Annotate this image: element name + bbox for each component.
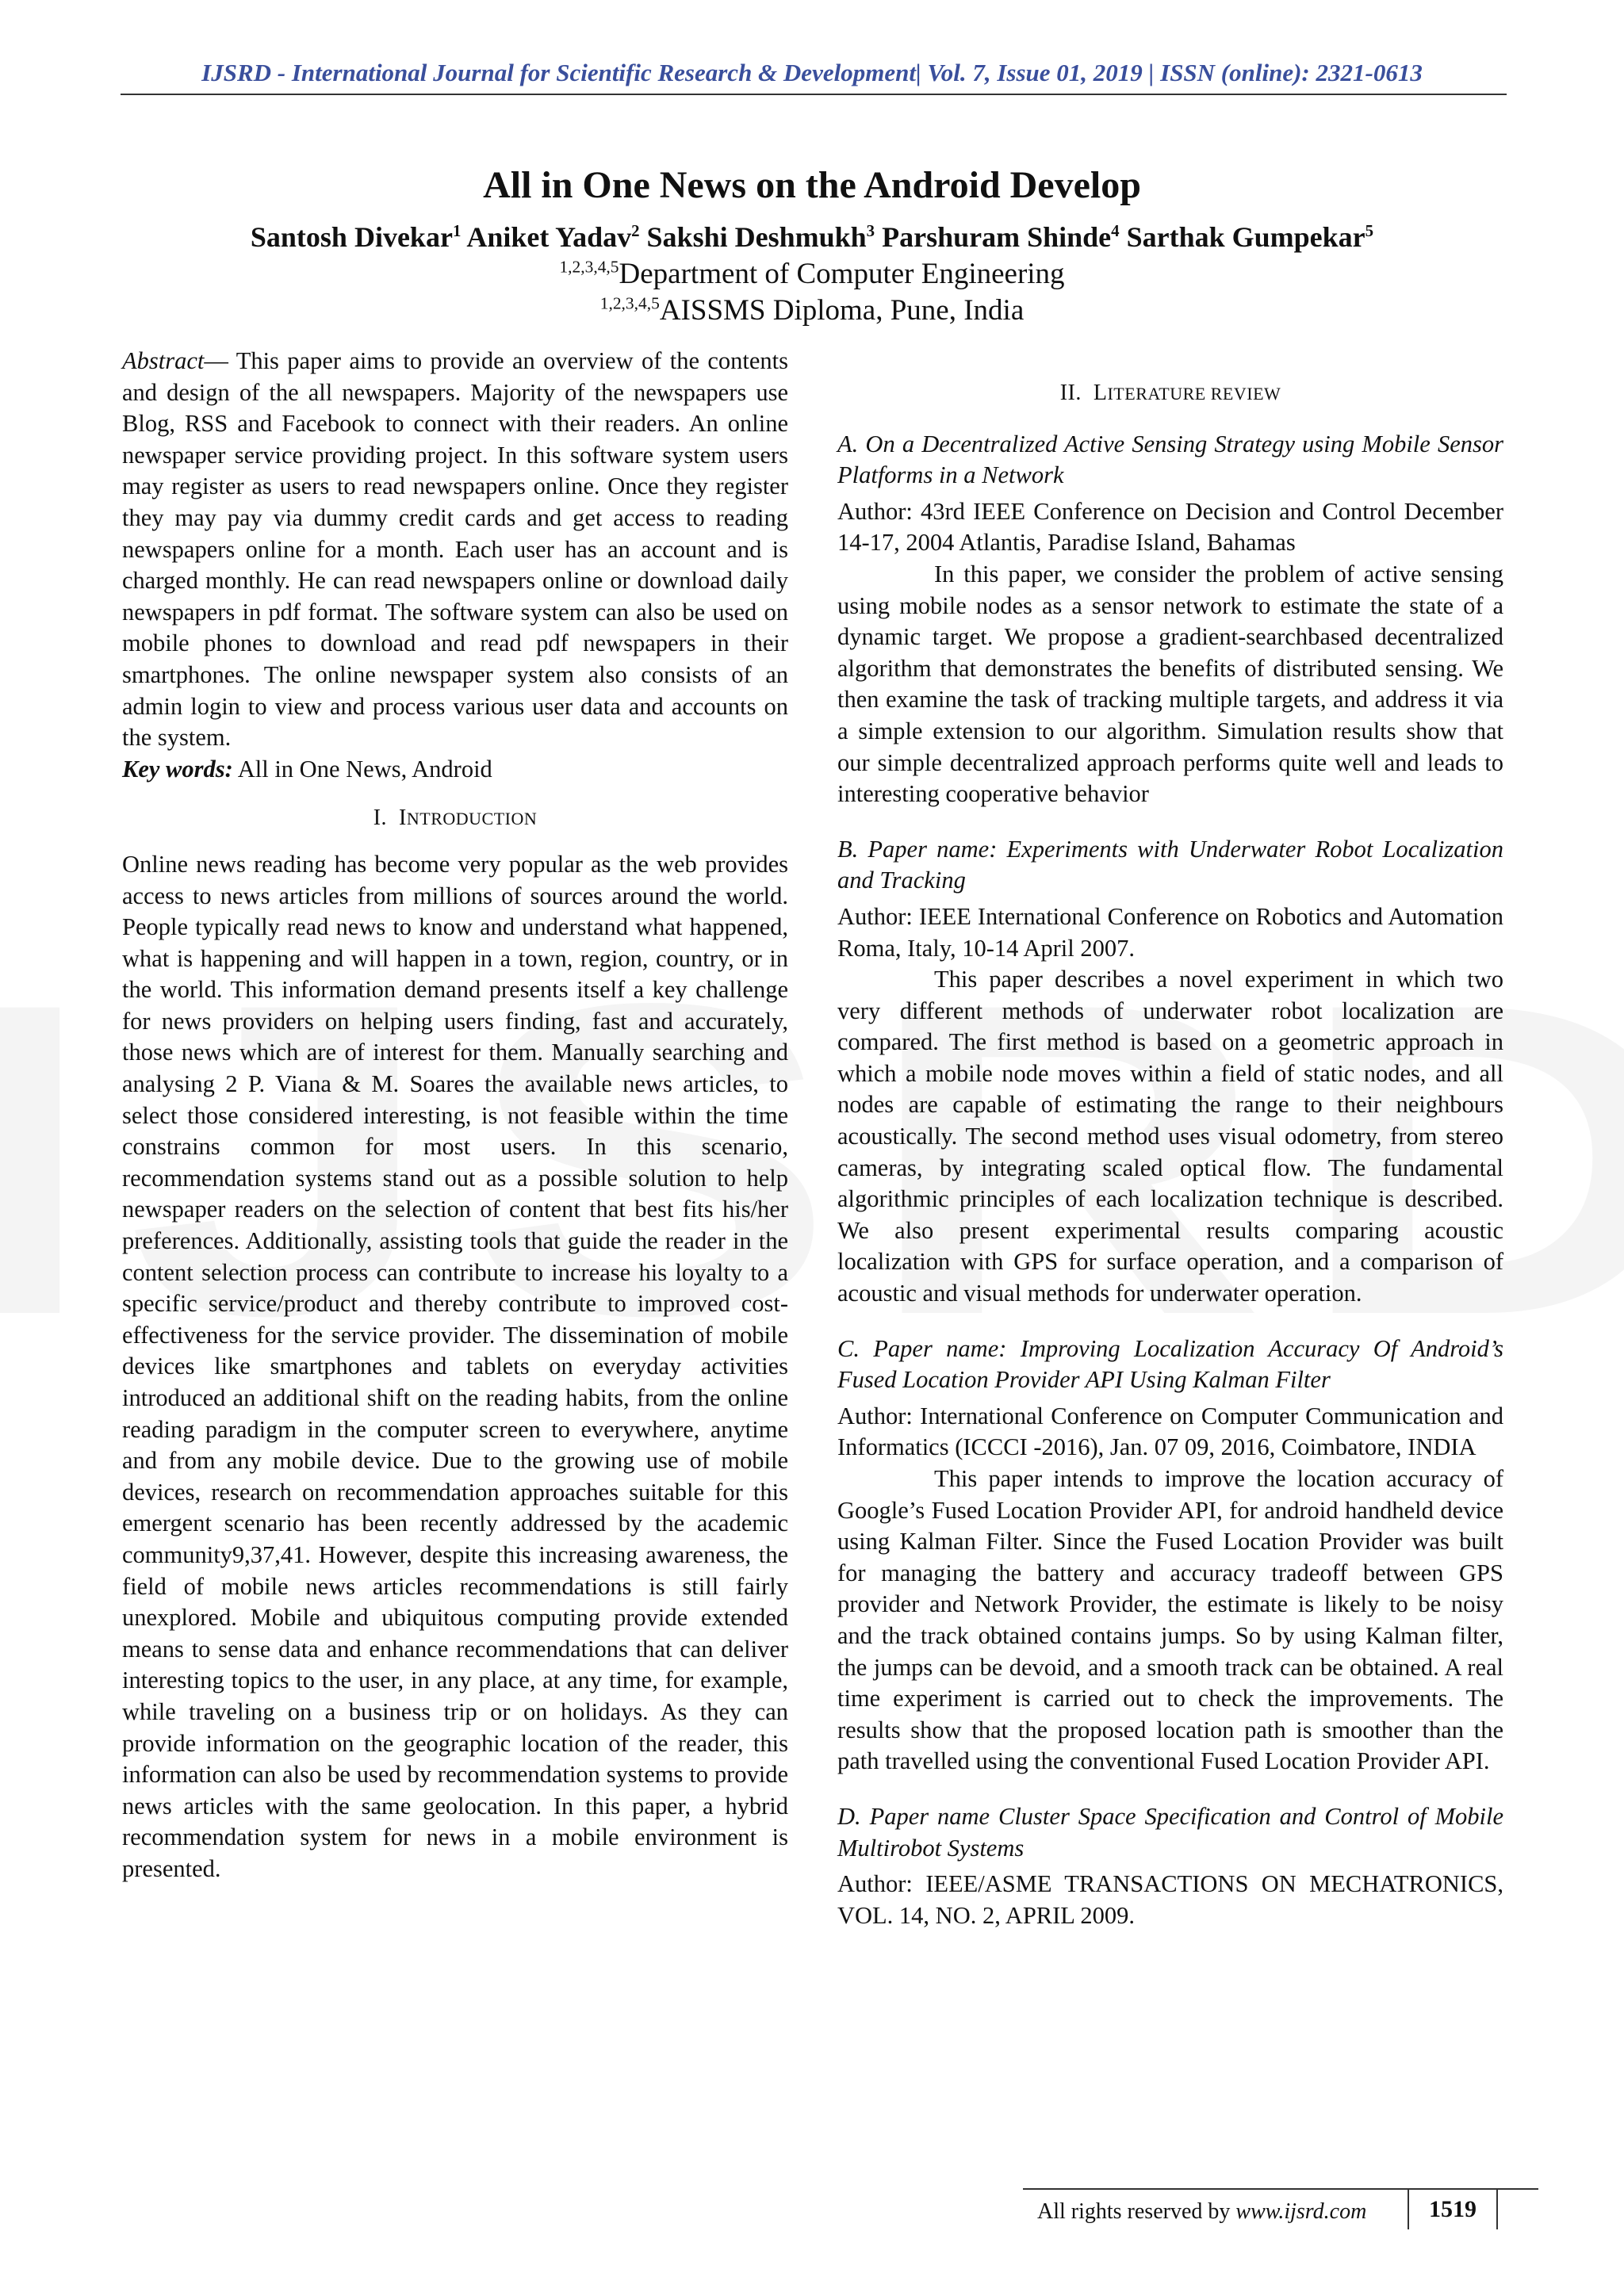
keywords <box>122 754 788 786</box>
keywords-text: All in One News, Android <box>232 755 492 783</box>
subsection-body: This paper describes a novel experiment in which two very different methods of underwater robot localization are compared. The first method is based on a geometric approach in which a mobile node moves within a field of static nodes, and all nodes are capable of estimating the range to their neighbours acoustically. The second method uses visual odometry, from stereo cameras, by integrating scaled optical flow. The fundamental algorithmic principles of each localization technique is described. We also present experimental results comparing acoustic localization with GPS for surface operation, and a comparison of acoustic and visual methods for underwater operation. <box>837 966 1503 1307</box>
footer-copyright <box>1037 2199 1366 2225</box>
subsection-author: Author: 43rd IEEE Conference on Decision and Control December 14-17, 2004 Atlantis, Paradise Island, Bahamas <box>837 497 1503 557</box>
section-heading-introduction <box>122 802 788 835</box>
abstract-label: Abstract <box>122 347 205 374</box>
author-name: Parshuram Shinde <box>882 221 1112 253</box>
footer-prefix: All rights reserved by <box>1037 2199 1236 2224</box>
left-column <box>122 346 788 1885</box>
subsection-body: This paper intends to improve the location accuracy of Google’s Fused Location Provider API, for android handheld device using Kalman Filter. Since the Fused Location Provider was built for managing the battery and accuracy tradeoff between GPS provider and Network Provider, the estimate is likely to be noisy and the track obtained contains jumps. So by using Kalman filter, the jumps can be devoid, and a smooth track can be obtained. A real time experiment is carried out to check the improvements. The results show that the proposed location path is smoother than the path travelled using the conventional Fused Location Provider API. <box>837 1465 1503 1775</box>
author-sup: 2 <box>631 221 640 240</box>
author-name: Sakshi Deshmukh <box>646 221 867 253</box>
abstract-dash: — <box>204 347 236 374</box>
affiliation-institute <box>0 293 1624 327</box>
journal-header: IJSRD - International Journal for Scientific Research & Development| Vol. 7, Issue 01, 2019 | ISSN (online): 2321-0613 <box>201 59 1423 86</box>
subsection-heading: A. On a Decentralized Active Sensing Strategy using Mobile Sensor Platforms in a Network <box>837 430 1503 489</box>
affiliation-department <box>0 257 1624 291</box>
author-sup: 4 <box>1111 221 1120 240</box>
author-name: Santosh Divekar <box>250 221 453 253</box>
section-number: I. <box>373 806 388 831</box>
affiliation-text: AISSMS Diploma, Pune, India <box>659 294 1025 327</box>
abstract-text: This paper aims to provide an overview of the contents and design of the all newspapers. Majority of the newspapers use Blog, RSS and Facebook to connect with their readers. An online newspaper service providing project. In this software system users may register as users to read newspapers online. Once they register they may pay via dummy credit cards and get access to reading newspapers online for a month. Each user has an account and is charged monthly. He can read newspapers online or download daily newspapers in pdf format. The software system can also be used on mobile phones to download and read pdf newspapers in their smartphones. The online newspaper system also consists of an admin login to view and process various user data and accounts on the system. <box>122 347 789 752</box>
footer-url[interactable]: www.ijsrd.com <box>1235 2199 1367 2224</box>
section-first-letter: L <box>1093 381 1108 405</box>
author-name: Aniket Yadav <box>466 221 632 253</box>
affiliation-text: Department of Computer Engineering <box>619 258 1065 290</box>
section-number: II. <box>1059 381 1082 405</box>
subsection-author: Author: IEEE/ASME TRANSACTIONS ON MECHATRONICS, VOL. 14, NO. 2, APRIL 2009. <box>837 1870 1503 1929</box>
abstract <box>122 346 788 754</box>
section-first-letter: I <box>399 806 407 831</box>
author-sup: 1 <box>452 221 462 240</box>
section-heading-literature <box>837 377 1503 410</box>
section-rest: NTRODUCTION <box>406 809 538 829</box>
introduction-text: Online news reading has become very popular as the web provides access to news articles from millions of sources around the world. People typically read news to know and understand what happened, what is happening and will happen in a town, region, country, or in the world. This information demand presents itself a key challenge for news providers on helping users finding, fast and accurately, those news which are of interest for them. Manually searching and analysing 2 P. Viana & M. Soares the available news articles, to select those considered interesting, is not feasible within the time constrains common for most users. In this scenario, recommendation systems stand out as a possible solution to help newspaper readers on the selection of content that best fits his/her preferences. Additionally, assisting tools that guide the reader in the content selection process can contribute to increase his loyalty to a specific service/product and thereby contribute to improved cost-effectiveness for the service provider. The dissemination of mobile devices like smartphones and tablets on everyday activities introduced an additional shift on the reading habits, from the online reading paradigm in the computer screen to everywhere, anytime and from any mobile device. Due to the growing use of mobile devices, research on recommendation approaches suitable for this emergent scenario has been recently addressed by the academic community9,37,41. However, despite this increasing awareness, the field of mobile news articles recommendations is still fairly unexplored. Mobile and ubiquitous computing provide extended means to sense data and enhance recommendations that can deliver interesting topics to the user, in any place, at any time, for example, while traveling on a business trip or on holidays. As they can provide information on the geographic location of the reader, this information can also be used by recommendation systems to provide news articles with the same geolocation. In this paper, a hybrid recommendation system for news in a mobile environment is presented. <box>122 850 788 1882</box>
subsection-heading: D. Paper name Cluster Space Specification and Control of Mobile Multirobot Systems <box>837 1802 1503 1862</box>
author-sup: 3 <box>866 221 875 240</box>
subsection-heading: C. Paper name: Improving Localization Accuracy Of Android’s Fused Location Provider API Using Kalman Filter <box>837 1334 1503 1394</box>
author-sup: 5 <box>1365 221 1374 240</box>
section-rest: ITERATURE REVIEW <box>1107 384 1281 404</box>
paper-title: All in One News on the Android Develop <box>483 164 1141 206</box>
affiliation-sup: 1,2,3,4,5 <box>559 257 619 277</box>
author-list <box>0 220 1624 254</box>
affiliation-sup: 1,2,3,4,5 <box>599 293 660 313</box>
keywords-label: Key words: <box>122 755 233 783</box>
right-column <box>837 346 1503 1931</box>
header-rule <box>121 94 1507 95</box>
subsection-body: In this paper, we consider the problem of active sensing using mobile nodes as a sensor network to estimate the state of a dynamic target. We propose a gradient-searchbased decentralized algorithm that demonstrates the benefits of distributed sensing. We then examine the task of tracking multiple targets, and address it via a simple extension to our algorithm. Simulation results show that our simple decentralized approach performs quite well and leads to interesting cooperative behavior <box>837 560 1503 808</box>
author-name: Sarthak Gumpekar <box>1126 221 1365 253</box>
page-number: 1519 <box>1408 2190 1498 2229</box>
subsection-author: Author: IEEE International Conference on Robotics and Automation Roma, Italy, 10-14 April 2007. <box>837 902 1503 962</box>
subsection-heading: B. Paper name: Experiments with Underwater Robot Localization and Tracking <box>837 835 1503 894</box>
subsection-author: Author: International Conference on Computer Communication and Informatics (ICCCI -2016), Jan. 07 09, 2016, Coimbatore, INDIA <box>837 1402 1503 1461</box>
